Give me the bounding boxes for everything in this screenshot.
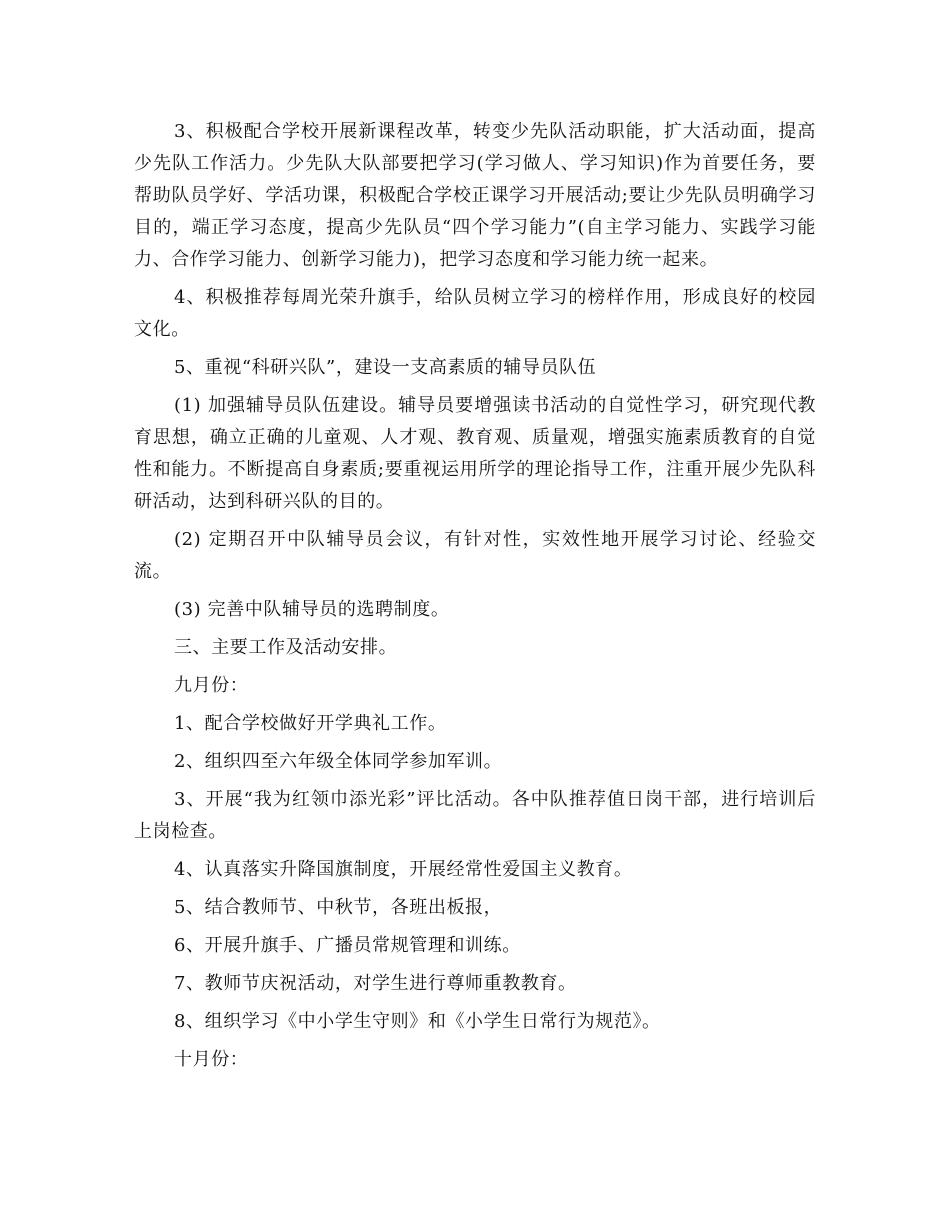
paragraph-subitem-2-counselor-meetings: (2) 定期召开中队辅导员会议，有针对性，实效性地开展学习讨论、经验交流。 — [134, 529, 816, 582]
month-heading-october: 十月份： — [174, 1049, 249, 1070]
section-heading-main-work: 三、主要工作及活动安排。 — [174, 637, 398, 658]
september-item-7: 7、教师节庆祝活动，对学生进行尊师重教教育。 — [174, 973, 577, 994]
september-item-5: 5、结合教师节、中秋节，各班出板报， — [174, 897, 503, 918]
september-item-3: 3、开展“我为红领巾添光彩”评比活动。各中队推荐值日岗干部，进行培训后上岗检查。 — [134, 789, 816, 842]
paragraph-item-5-research-heading: 5、重视“科研兴队”，建设一支高素质的辅导员队伍 — [174, 357, 597, 378]
paragraph-subitem-3-selection-system: (3) 完善中队辅导员的选聘制度。 — [174, 599, 450, 620]
september-item-6: 6、开展升旗手、广播员常规管理和训练。 — [174, 935, 521, 956]
september-item-1: 1、配合学校做好开学典礼工作。 — [174, 713, 447, 734]
september-item-4: 4、认真落实升降国旗制度，开展经常性爱国主义教育。 — [174, 859, 633, 880]
september-item-8: 8、组织学习《中小学生守则》和《小学生日常行为规范》。 — [174, 1011, 661, 1032]
paragraph-subitem-1-counselor-training: (1) 加强辅导员队伍建设。辅导员要增强读书活动的自觉性学习，研究现代教育思想，确立正确的儿童观、人才观、教育观、质量观，增强实施素质教育的自觉性和能力。不断提高自身素质;要重视运用所学的理论指导工作，注重开展少先队科研活动，达到科研兴队的目的。 — [134, 395, 816, 512]
paragraph-item-4-flag-raiser: 4、积极推荐每周光荣升旗手，给队员树立学习的榜样作用，形成良好的校园文化。 — [134, 287, 816, 340]
september-item-2: 2、组织四至六年级全体同学参加军训。 — [174, 751, 503, 772]
document-body — [134, 116, 816, 1082]
paragraph-item-3-curriculum-reform: 3、积极配合学校开展新课程改革，转变少先队活动职能，扩大活动面，提高少先队工作活力。少先队大队部要把学习(学习做人、学习知识)作为首要任务，要帮助队员学好、学活功课，积极配合学校正课学习开展活动;要让少先队员明确学习目的，端正学习态度，提高少先队员“四个学习能力”(自主学习能力、实践学习能力、合作学习能力、创新学习能力)，把学习态度和学习能力统一起来。 — [134, 121, 816, 270]
month-heading-september: 九月份： — [174, 675, 249, 696]
